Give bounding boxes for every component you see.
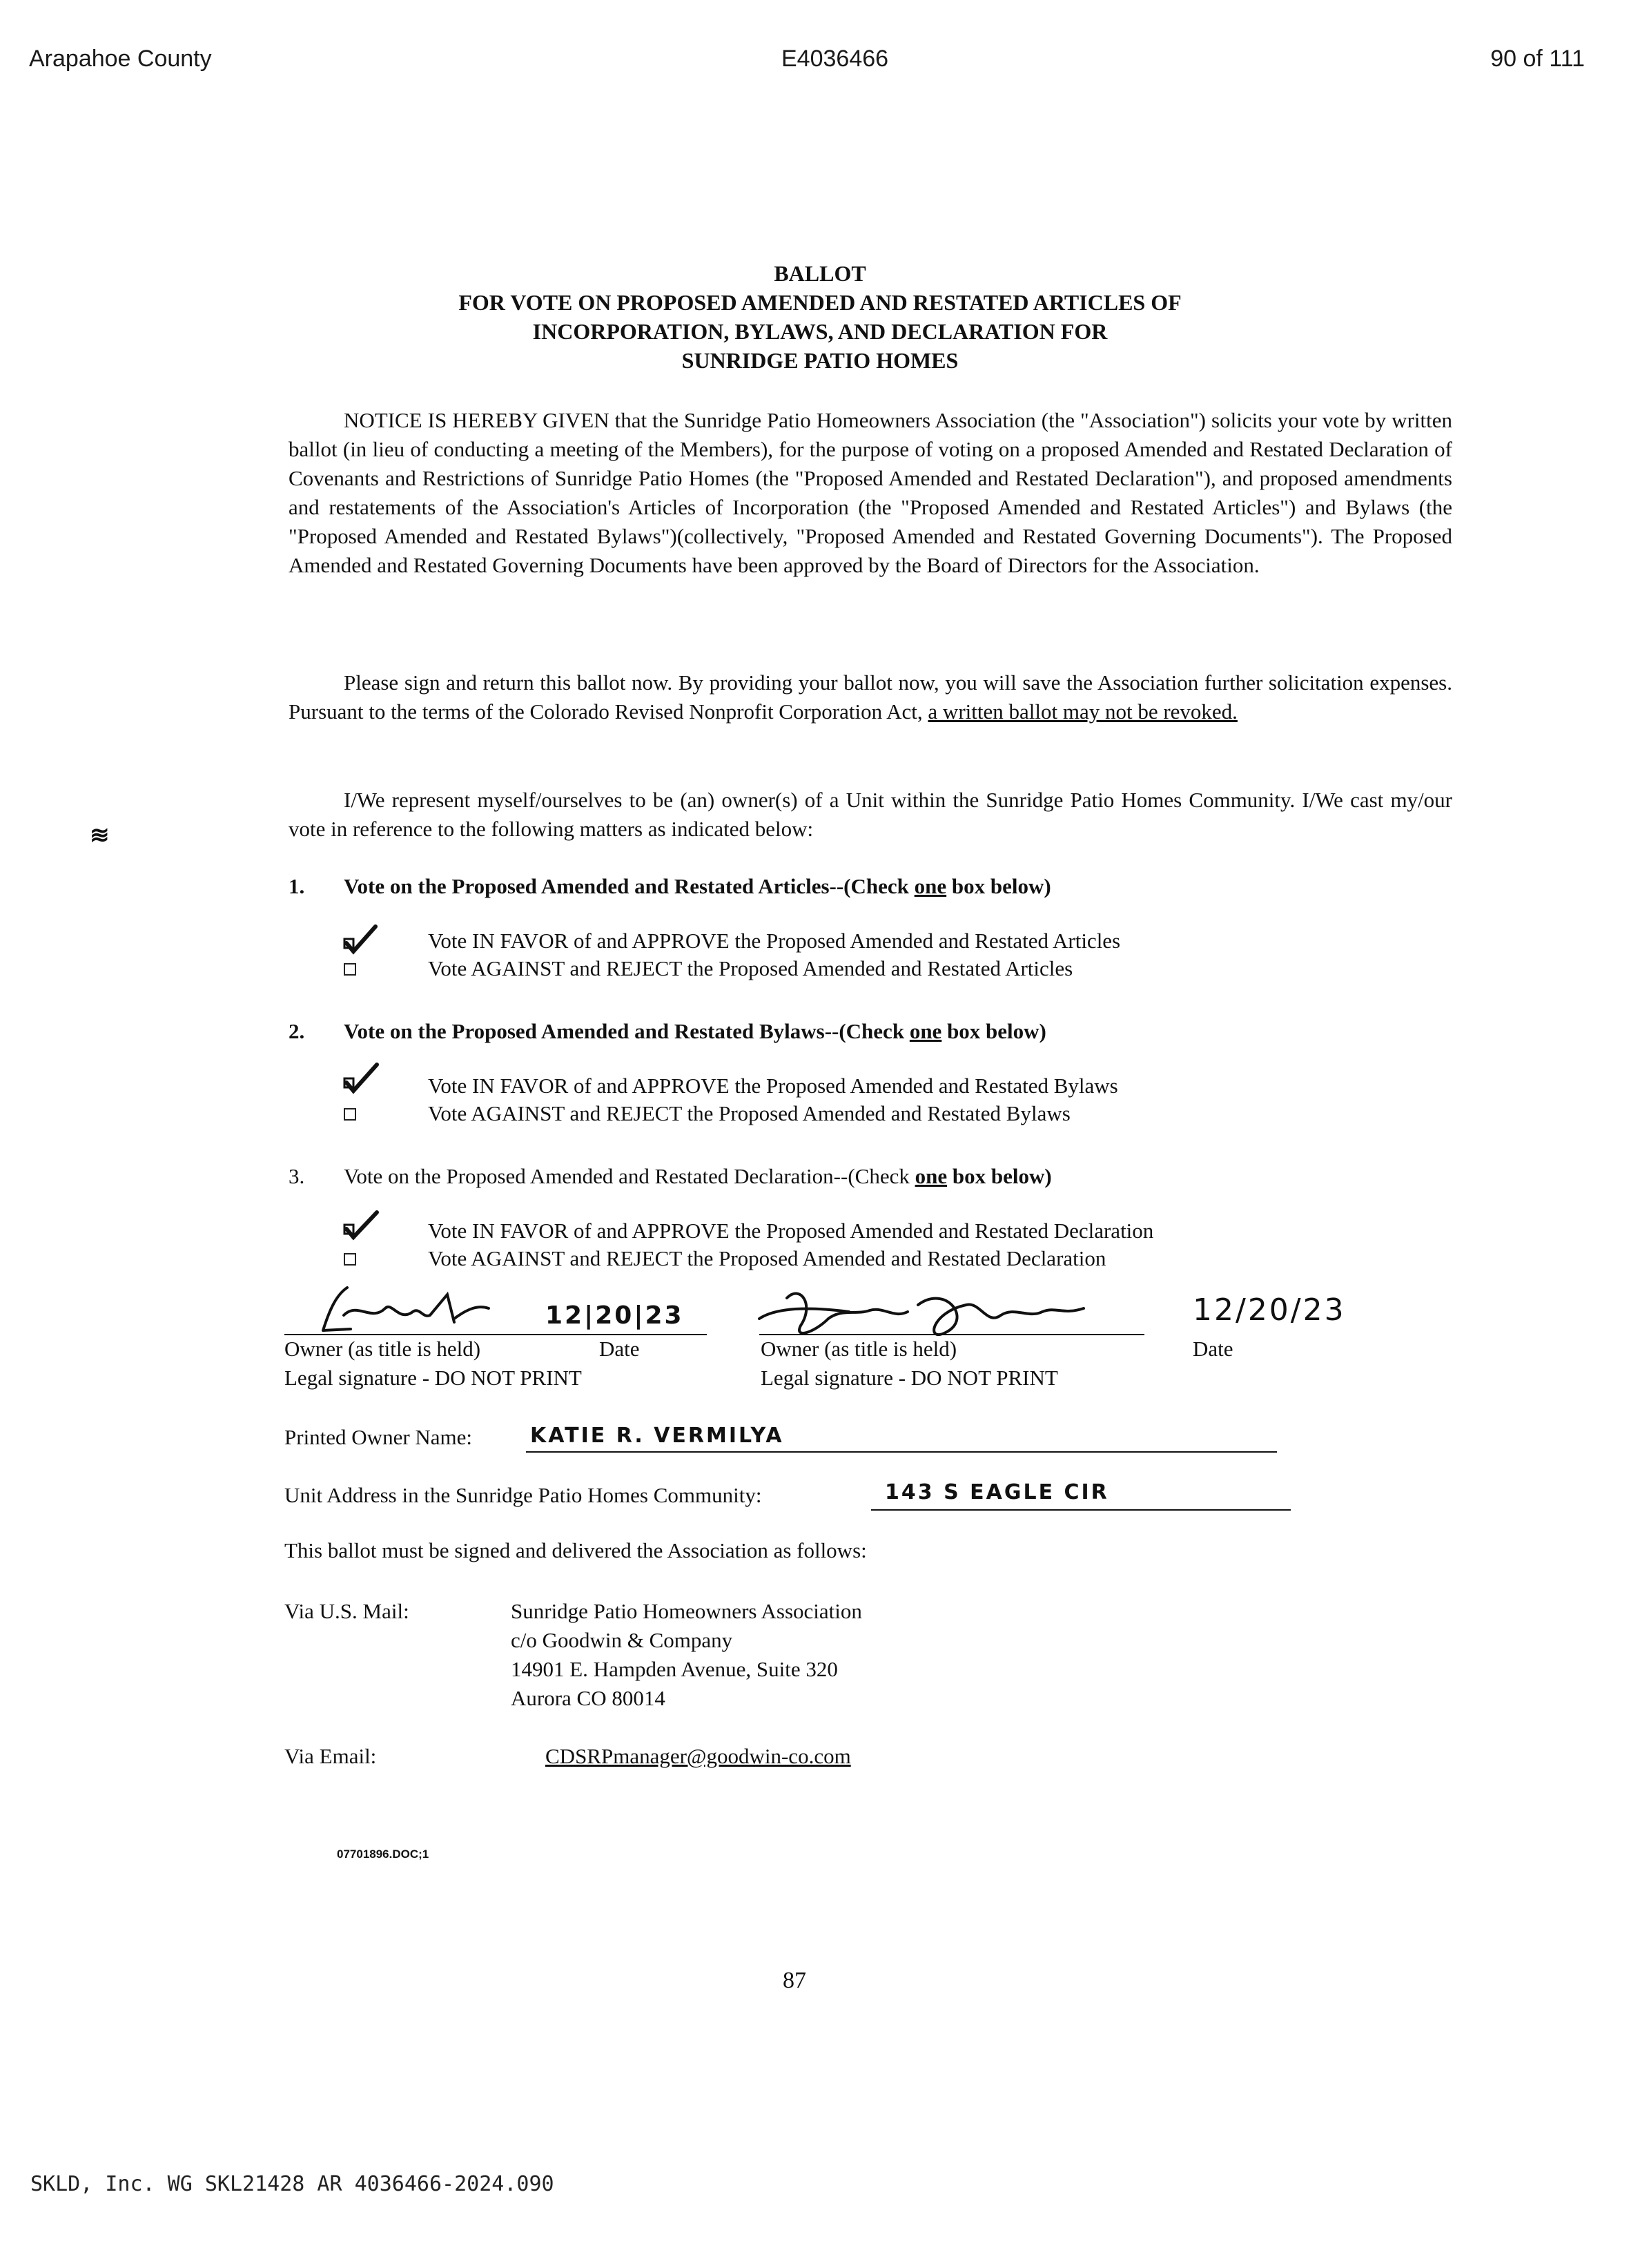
vote-3-heading — [289, 1164, 1052, 1189]
owner-1-title-label: Owner (as title is held) — [284, 1337, 481, 1361]
vote-3-against-option: Vote AGAINST and REJECT the Proposed Amended and Restated Declaration — [428, 1246, 1106, 1270]
reception-number: E4036466 — [781, 46, 889, 72]
mail-address-line4: Aurora CO 80014 — [511, 1686, 665, 1710]
vote-1-number: 1. — [289, 874, 305, 898]
vote-2-heading-tail: box below) — [941, 1019, 1046, 1043]
vote-2-heading — [289, 1019, 1046, 1044]
vote-1-favor-checkmark-icon[interactable] — [342, 922, 384, 957]
vote-3-against-checkbox[interactable] — [344, 1253, 356, 1266]
vote-2-against-checkbox[interactable] — [344, 1108, 356, 1121]
printed-name-label: Printed Owner Name: — [284, 1425, 473, 1449]
page-counter: 90 of 111 — [1490, 46, 1585, 72]
notice-paragraph: NOTICE IS HEREBY GIVEN that the Sunridge Patio Homeowners Association (the "Association") solicits your vote by written ballot (in lieu of conducting a meeting of the Members), for the purpose of voting on a proposed Amended and Restated Declaration of Covenants and Restrictions of Sunridge Patio Homes (the "Proposed Amended and Restated Declaration"), and proposed amendments and restatements of the Association's Articles of Incorporation (the "Proposed Amended and Restated Articles") and Bylaws (the "Proposed Amended and Restated Bylaws")(collectively, "Proposed Amended and Restated Governing Documents"). The Proposed Amended and Restated Governing Documents have been approved by the Board of Directors for the Association. — [289, 408, 1452, 577]
ballot-subtitle-line3: SUNRIDGE PATIO HOMES — [681, 348, 959, 373]
owner-2-title-label: Owner (as title is held) — [761, 1337, 957, 1361]
mail-address-line1: Sunridge Patio Homeowners Association — [511, 1599, 862, 1623]
side-margin-mark: ≋ — [90, 823, 110, 849]
unit-address-value[interactable]: 143 S EAGLE CIR — [885, 1480, 1109, 1504]
return-paragraph — [289, 668, 1452, 726]
vote-1-against-option: Vote AGAINST and REJECT the Proposed Amended and Restated Articles — [428, 956, 1073, 980]
mail-address-line2: c/o Goodwin & Company — [511, 1628, 733, 1652]
mail-address-line3: 14901 E. Hampden Avenue, Suite 320 — [511, 1657, 838, 1681]
ballot-subtitle-line1: FOR VOTE ON PROPOSED AMENDED AND RESTATED ARTICLES OF — [458, 290, 1182, 315]
vote-1-one: one — [914, 874, 947, 898]
unit-address-label: Unit Address in the Sunridge Patio Homes Community: — [284, 1483, 762, 1507]
email-label: Via Email: — [284, 1744, 377, 1768]
vote-1-against-checkbox[interactable] — [344, 963, 356, 976]
delivery-instructions: This ballot must be signed and delivered the Association as follows: — [284, 1538, 867, 1562]
vote-2-one: one — [909, 1019, 942, 1043]
vote-1-favor-option: Vote IN FAVOR of and APPROVE the Proposed Amended and Restated Articles — [428, 929, 1121, 953]
vote-2-heading-text: Vote on the Proposed Amended and Restated Bylaws--(Check — [344, 1019, 910, 1043]
vote-1-heading-tail: box below) — [946, 874, 1051, 898]
ballot-subtitle-line2: INCORPORATION, BYLAWS, AND DECLARATION FOR — [532, 319, 1108, 344]
owner-1-signature-line — [284, 1334, 707, 1335]
owner-1-date-label: Date — [599, 1337, 640, 1361]
vote-3-heading-tail: box below) — [947, 1164, 1052, 1188]
owner-2-date-label: Date — [1193, 1337, 1233, 1361]
printed-name-line — [526, 1451, 1277, 1453]
document-code: 07701896.DOC;1 — [337, 1848, 429, 1861]
vote-2-favor-checkmark-icon[interactable] — [342, 1062, 384, 1096]
vote-1-heading — [289, 874, 1051, 899]
vote-3-heading-text: Vote on the Proposed Amended and Restated Declaration--(Check — [344, 1164, 915, 1188]
owner-1-signed-date: 12|20|23 — [545, 1301, 684, 1330]
vote-3-favor-option: Vote IN FAVOR of and APPROVE the Proposed Amended and Restated Declaration — [428, 1219, 1154, 1243]
not-revoked-note: a written ballot may not be revoked. — [928, 699, 1238, 724]
owner-2-legal-note: Legal signature - DO NOT PRINT — [761, 1366, 1058, 1390]
vote-2-against-option: Vote AGAINST and REJECT the Proposed Amended and Restated Bylaws — [428, 1101, 1071, 1125]
vote-3-number: 3. — [289, 1164, 305, 1188]
owner-1-legal-note: Legal signature - DO NOT PRINT — [284, 1366, 582, 1390]
vote-2-number: 2. — [289, 1019, 305, 1043]
ballot-title: BALLOT — [774, 261, 866, 286]
recording-footer: SKLD, Inc. WG SKL21428 AR 4036466-2024.090 — [30, 2172, 554, 2196]
unit-address-line — [871, 1509, 1291, 1511]
return-paragraph-text: Please sign and return this ballot now. By providing your ballot now, you will save the Association further solicitation expenses. Pursuant to the terms of the Colorado Revised Nonprofit Corporation Act, — [289, 670, 1452, 724]
mail-label: Via U.S. Mail: — [284, 1599, 409, 1623]
page-number: 87 — [783, 1968, 806, 1993]
printed-name-value[interactable]: KATIE R. VERMILYA — [530, 1424, 784, 1448]
county-name: Arapahoe County — [29, 46, 212, 72]
vote-1-heading-text: Vote on the Proposed Amended and Restated Articles--(Check — [344, 874, 915, 898]
owner-2-signature-line — [759, 1334, 1144, 1335]
email-link[interactable]: CDSRPmanager@goodwin-co.com — [545, 1744, 851, 1768]
vote-2-favor-option: Vote IN FAVOR of and APPROVE the Proposed Amended and Restated Bylaws — [428, 1074, 1118, 1098]
vote-3-favor-checkmark-icon[interactable] — [342, 1208, 384, 1243]
owner-2-signed-date: 12/20/23 — [1193, 1292, 1346, 1328]
vote-3-one: one — [915, 1164, 948, 1188]
owner-representation-paragraph: I/We represent myself/ourselves to be (an) owner(s) of a Unit within the Sunridge Patio Homes Community. I/We cast my/our vote in reference to the following matters as indicated below: — [289, 788, 1452, 841]
